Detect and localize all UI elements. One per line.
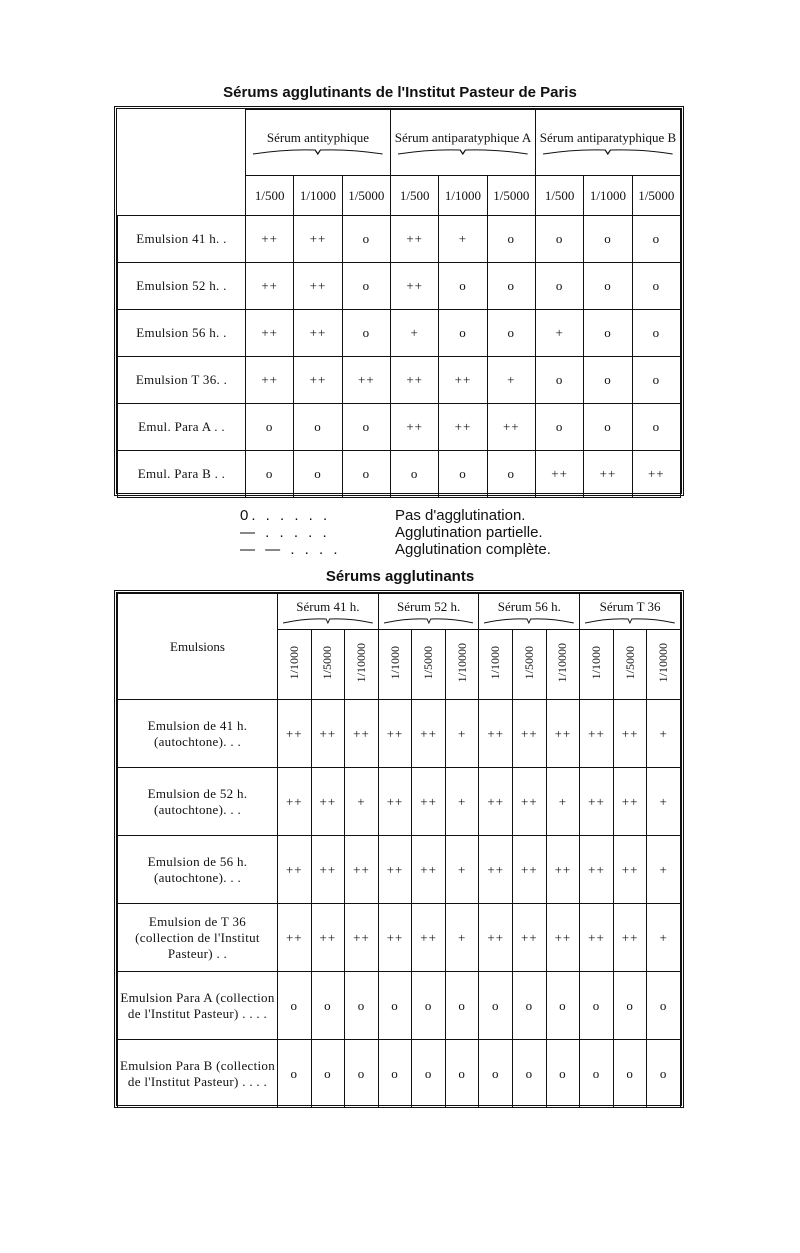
result-cell: o [647, 972, 681, 1040]
row-label: Emulsion de 56 h. (autochtone). . . [118, 836, 278, 904]
dilution-header: 1/5000 [342, 176, 390, 216]
result-cell: o [632, 404, 680, 451]
result-cell: o [311, 1040, 345, 1108]
result-cell: o [378, 1040, 412, 1108]
result-cell: ++ [613, 836, 647, 904]
table-row [118, 904, 681, 972]
result-cell: o [584, 263, 632, 310]
dilution-header: 1/1000 [479, 630, 513, 700]
result-cell: ++ [580, 768, 614, 836]
dilution-header: 1/10000 [445, 630, 479, 700]
result-cell: ++ [278, 904, 312, 972]
row-label: Emulsion Para B (collection de l'Institut Pasteur) . . . . [118, 1040, 278, 1108]
dilution-header: 1/1000 [584, 176, 632, 216]
result-cell: o [546, 972, 580, 1040]
table-row [118, 1040, 681, 1108]
result-cell: o [278, 972, 312, 1040]
result-cell: ++ [580, 904, 614, 972]
result-cell: o [342, 404, 390, 451]
result-cell: ++ [378, 836, 412, 904]
brace-icon [585, 616, 675, 624]
result-cell: o [580, 972, 614, 1040]
result-cell: + [445, 836, 479, 904]
result-cell: ++ [345, 836, 379, 904]
table-row [118, 700, 681, 768]
result-cell: + [647, 836, 681, 904]
result-cell: ++ [278, 836, 312, 904]
table2-group-header: Sérum 41 h. [278, 594, 379, 630]
result-cell: o [246, 451, 294, 498]
result-cell: ++ [479, 700, 513, 768]
result-cell: ++ [311, 904, 345, 972]
result-cell: o [345, 972, 379, 1040]
result-cell: ++ [294, 310, 342, 357]
result-cell: o [580, 1040, 614, 1108]
result-cell: ++ [412, 904, 446, 972]
dilution-header: 1/5000 [632, 176, 680, 216]
result-cell: ++ [246, 310, 294, 357]
result-cell: ++ [412, 700, 446, 768]
result-cell: + [535, 310, 583, 357]
row-label: Emul. Para B . . [118, 451, 246, 498]
table2-group-header: Sérum 56 h. [479, 594, 580, 630]
result-cell: ++ [345, 700, 379, 768]
result-cell: o [342, 263, 390, 310]
result-cell: + [445, 700, 479, 768]
result-cell: ++ [345, 904, 379, 972]
result-cell: ++ [513, 768, 547, 836]
table-row [118, 404, 681, 451]
result-cell: ++ [479, 836, 513, 904]
table-row [118, 836, 681, 904]
result-cell: o [632, 263, 680, 310]
dilution-header: 1/10000 [647, 630, 681, 700]
result-cell: ++ [513, 836, 547, 904]
table2-group-header: Sérum 52 h. [378, 594, 479, 630]
result-cell: ++ [439, 404, 487, 451]
row-label: Emulsion de 52 h. (autochtone). . . [118, 768, 278, 836]
result-cell: ++ [390, 216, 438, 263]
result-cell: ++ [580, 700, 614, 768]
result-cell: o [479, 1040, 513, 1108]
result-cell: ++ [412, 836, 446, 904]
result-cell: o [294, 404, 342, 451]
result-cell: o [535, 216, 583, 263]
dilution-header: 1/1000 [439, 176, 487, 216]
result-cell: o [513, 1040, 547, 1108]
result-cell: o [378, 972, 412, 1040]
result-cell: o [479, 972, 513, 1040]
result-cell: ++ [311, 700, 345, 768]
result-cell: ++ [294, 216, 342, 263]
result-cell: o [535, 357, 583, 404]
table2-frame [114, 590, 684, 1108]
result-cell: ++ [278, 768, 312, 836]
emulsions-header: Emulsions [118, 594, 278, 700]
result-cell: o [584, 357, 632, 404]
row-label: Emulsion de T 36 (collection de l'Institut Pasteur) . . [118, 904, 278, 972]
result-cell: o [345, 1040, 379, 1108]
result-cell: + [445, 768, 479, 836]
result-cell: ++ [294, 357, 342, 404]
row-label: Emulsion 52 h. . [118, 263, 246, 310]
result-cell: ++ [378, 700, 412, 768]
dilution-header: 1/5000 [487, 176, 535, 216]
result-cell: ++ [613, 768, 647, 836]
result-cell: ++ [513, 904, 547, 972]
result-cell: ++ [390, 357, 438, 404]
result-cell: ++ [311, 768, 345, 836]
brace-icon [384, 616, 474, 624]
row-label: Emulsion de 41 h. (autochtone). . . [118, 700, 278, 768]
result-cell: o [632, 310, 680, 357]
dilution-header: 1/500 [390, 176, 438, 216]
result-cell: ++ [439, 357, 487, 404]
result-cell: o [390, 451, 438, 498]
legend-item: — . . . . . Agglutination partielle. [240, 524, 543, 541]
result-cell: o [584, 310, 632, 357]
result-cell: o [487, 216, 535, 263]
result-cell: o [487, 451, 535, 498]
result-cell: + [345, 768, 379, 836]
result-cell: + [647, 768, 681, 836]
result-cell: o [445, 1040, 479, 1108]
dilution-header: 1/500 [535, 176, 583, 216]
result-cell: + [439, 216, 487, 263]
legend [240, 507, 551, 558]
result-cell: ++ [246, 263, 294, 310]
row-label: Emulsion 56 h. . [118, 310, 246, 357]
result-cell: ++ [378, 768, 412, 836]
row-label: Emulsion T 36. . [118, 357, 246, 404]
result-cell: ++ [632, 451, 680, 498]
result-cell: o [342, 310, 390, 357]
result-cell: o [439, 263, 487, 310]
result-cell: ++ [342, 357, 390, 404]
table1 [117, 109, 681, 498]
result-cell: o [439, 310, 487, 357]
dilution-header: 1/5000 [613, 630, 647, 700]
dilution-header: 1/1000 [378, 630, 412, 700]
result-cell: ++ [294, 263, 342, 310]
dilution-header: 1/1000 [294, 176, 342, 216]
result-cell: o [584, 404, 632, 451]
result-cell: + [647, 904, 681, 972]
result-cell: ++ [390, 263, 438, 310]
table-row [118, 263, 681, 310]
table2 [117, 593, 681, 1108]
table1-group-header: Sérum antityphique [246, 110, 391, 176]
result-cell: o [632, 216, 680, 263]
table1-group-header: Sérum antiparatyphique B [535, 110, 680, 176]
result-cell: + [546, 768, 580, 836]
table-row [118, 972, 681, 1040]
legend-item: 0. . . . . . Pas d'agglutination. [240, 507, 526, 524]
table2-title: Sérums agglutinants [325, 568, 475, 585]
table1-title: Sérums agglutinants de l'Institut Pasteur de Paris [223, 84, 577, 101]
table2-group-header: Sérum T 36 [580, 594, 681, 630]
result-cell: o [246, 404, 294, 451]
row-label: Emulsion Para A (collection de l'Institut Pasteur) . . . . [118, 972, 278, 1040]
brace-icon [398, 147, 528, 155]
brace-icon [253, 147, 383, 155]
row-label: Emulsion 41 h. . [118, 216, 246, 263]
result-cell: ++ [246, 357, 294, 404]
result-cell: + [487, 357, 535, 404]
result-cell: ++ [479, 904, 513, 972]
dilution-header: 1/1000 [278, 630, 312, 700]
result-cell: ++ [584, 451, 632, 498]
result-cell: ++ [487, 404, 535, 451]
result-cell: o [535, 404, 583, 451]
result-cell: o [278, 1040, 312, 1108]
result-cell: o [487, 263, 535, 310]
result-cell: o [535, 263, 583, 310]
result-cell: ++ [412, 768, 446, 836]
result-cell: ++ [546, 700, 580, 768]
result-cell: ++ [546, 904, 580, 972]
result-cell: ++ [535, 451, 583, 498]
dilution-header: 1/5000 [311, 630, 345, 700]
result-cell: o [613, 1040, 647, 1108]
result-cell: + [647, 700, 681, 768]
result-cell: o [632, 357, 680, 404]
result-cell: o [445, 972, 479, 1040]
result-cell: o [584, 216, 632, 263]
result-cell: ++ [390, 404, 438, 451]
result-cell: o [412, 972, 446, 1040]
result-cell: ++ [311, 836, 345, 904]
table-row [118, 451, 681, 498]
brace-icon [283, 616, 373, 624]
result-cell: o [546, 1040, 580, 1108]
result-cell: o [487, 310, 535, 357]
legend-item: — — . . . . Agglutination complète. [240, 541, 551, 558]
result-cell: o [412, 1040, 446, 1108]
brace-icon [484, 616, 574, 624]
result-cell: o [342, 216, 390, 263]
row-label: Emul. Para A . . [118, 404, 246, 451]
result-cell: + [445, 904, 479, 972]
result-cell: o [311, 972, 345, 1040]
result-cell: + [390, 310, 438, 357]
result-cell: o [647, 1040, 681, 1108]
dilution-header: 1/5000 [513, 630, 547, 700]
dilution-header: 1/10000 [546, 630, 580, 700]
table-row [118, 357, 681, 404]
result-cell: ++ [278, 700, 312, 768]
result-cell: ++ [479, 768, 513, 836]
result-cell: ++ [246, 216, 294, 263]
result-cell: o [342, 451, 390, 498]
table1-frame [114, 106, 684, 496]
table-row [118, 768, 681, 836]
result-cell: o [439, 451, 487, 498]
result-cell: ++ [580, 836, 614, 904]
dilution-header: 1/5000 [412, 630, 446, 700]
result-cell: ++ [613, 904, 647, 972]
result-cell: o [613, 972, 647, 1040]
brace-icon [543, 147, 673, 155]
table-row [118, 310, 681, 357]
result-cell: ++ [546, 836, 580, 904]
dilution-header: 1/10000 [345, 630, 379, 700]
dilution-header: 1/500 [246, 176, 294, 216]
table-row [118, 216, 681, 263]
result-cell: o [294, 451, 342, 498]
result-cell: ++ [513, 700, 547, 768]
dilution-header: 1/1000 [580, 630, 614, 700]
result-cell: o [513, 972, 547, 1040]
result-cell: ++ [613, 700, 647, 768]
result-cell: ++ [378, 904, 412, 972]
table1-group-header: Sérum antiparatyphique A [390, 110, 535, 176]
